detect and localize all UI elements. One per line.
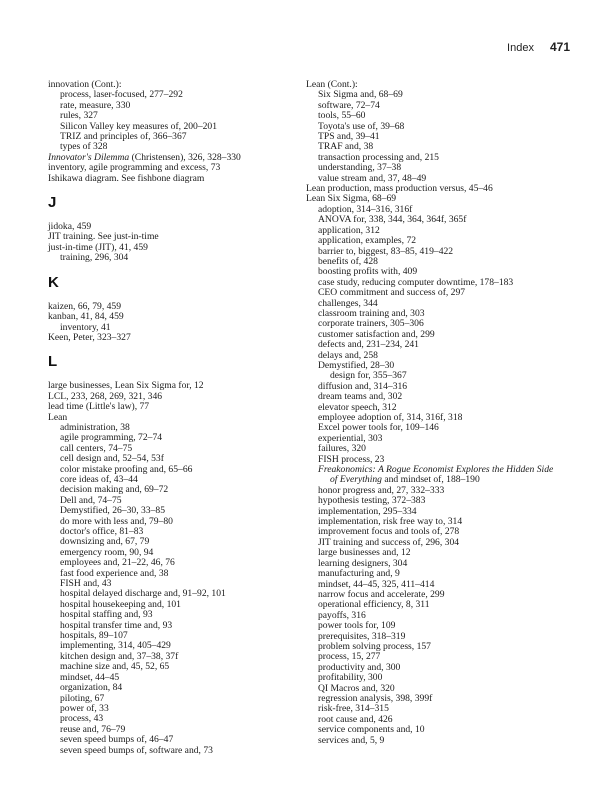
index-subentry: problem solving process, 157 bbox=[318, 640, 431, 652]
index-subentry: CEO commitment and success of, 297 bbox=[318, 287, 466, 299]
section-heading-j: J bbox=[48, 194, 57, 212]
index-entry: inventory, agile programming and excess, 73 bbox=[48, 162, 221, 174]
index-subentry: decision making and, 69–72 bbox=[60, 484, 169, 496]
book-title: Freakonomics: A Rogue Economist Explores the Hidden Side bbox=[318, 464, 554, 476]
index-subentry: prerequisites, 318–319 bbox=[318, 630, 406, 642]
index-subentry: hospital delayed discharge and, 91–92, 101 bbox=[60, 588, 226, 600]
index-subentry-wrap: design for, 355–367 bbox=[330, 370, 407, 382]
index-subentry: Demystified, 28–30 bbox=[318, 359, 395, 371]
index-subentry: implementation, risk free way to, 314 bbox=[318, 516, 463, 528]
index-subentry: delays and, 258 bbox=[318, 349, 378, 361]
index-subentry: color mistake proofing and, 65–66 bbox=[60, 463, 193, 475]
index-subentry: agile programming, 72–74 bbox=[60, 432, 163, 444]
index-subentry: Six Sigma and, 68–69 bbox=[318, 89, 403, 101]
index-entry: just-in-time (JIT), 41, 459 bbox=[48, 241, 148, 253]
index-subentry: application, examples, 72 bbox=[318, 235, 417, 247]
index-subentry: boosting profits with, 409 bbox=[318, 266, 418, 278]
index-subentry: customer satisfaction and, 299 bbox=[318, 328, 435, 340]
index-subentry: cell design and, 52–54, 53f bbox=[60, 453, 164, 465]
index-entry: large businesses, Lean Six Sigma for, 12 bbox=[48, 380, 204, 392]
index-subentry: hypothesis testing, 372–383 bbox=[318, 495, 426, 507]
index-subentry: power of, 33 bbox=[60, 702, 109, 714]
index-subentry: Toyota's use of, 39–68 bbox=[318, 120, 405, 132]
index-subentry: hospital staffing and, 93 bbox=[60, 609, 153, 621]
index-entry: Lean bbox=[48, 411, 68, 423]
index-subentry: FISH process, 23 bbox=[318, 453, 385, 465]
index-subentry: application, 312 bbox=[318, 224, 380, 236]
index-entry: jidoka, 459 bbox=[48, 221, 92, 233]
index-subentry: TPS and, 39–41 bbox=[318, 131, 380, 143]
index-subentry: adoption, 314–316, 316f bbox=[318, 203, 413, 215]
index-subentry: seven speed bumps of, software and, 73 bbox=[60, 744, 213, 756]
index-subentry: risk-free, 314–315 bbox=[318, 703, 389, 715]
index-entry: Ishikawa diagram. See fishbone diagram bbox=[48, 172, 205, 184]
index-subentry: narrow focus and accelerate, 299 bbox=[318, 588, 445, 600]
index-subentry: implementing, 314, 405–429 bbox=[60, 640, 171, 652]
index-column-left bbox=[48, 80, 310, 756]
index-subentry: core ideas of, 43–44 bbox=[60, 473, 138, 485]
index-subentry: mindset, 44–45, 325, 411–414 bbox=[318, 578, 435, 590]
index-subentry: seven speed bumps of, 46–47 bbox=[60, 734, 174, 746]
index-entry: kanban, 41, 84, 459 bbox=[48, 311, 124, 323]
page-number: 471 bbox=[549, 40, 570, 54]
index-subentry: do more with less and, 79–80 bbox=[60, 515, 173, 527]
index-subentry: software, 72–74 bbox=[318, 99, 380, 111]
index-subentry: process, 43 bbox=[60, 713, 104, 725]
index-entry: kaizen, 66, 79, 459 bbox=[48, 300, 122, 312]
index-subentry: Excel power tools for, 109–146 bbox=[318, 422, 439, 434]
index-subentry: rate, measure, 330 bbox=[60, 99, 131, 111]
index-subentry: hospitals, 89–107 bbox=[60, 630, 128, 642]
index-subentry: value stream and, 37, 48–49 bbox=[318, 172, 427, 184]
index-entry: innovation (Cont.): bbox=[48, 79, 122, 90]
index-subentry: productivity and, 300 bbox=[318, 661, 401, 673]
index-subentry: classroom training and, 303 bbox=[318, 307, 425, 319]
index-subentry: Silicon Valley key measures of, 200–201 bbox=[60, 120, 218, 132]
index-subentry: elevator speech, 312 bbox=[318, 401, 397, 413]
book-title: of Everything bbox=[330, 474, 382, 486]
index-subentry: administration, 38 bbox=[60, 421, 130, 433]
index-subentry: kitchen design and, 37–38, 37f bbox=[60, 650, 179, 662]
index-subentry: implementation, 295–334 bbox=[318, 505, 417, 517]
index-subentry: organization, 84 bbox=[60, 682, 123, 694]
index-subentry: services and, 5, 9 bbox=[318, 734, 385, 746]
index-subentry: Dell and, 74–75 bbox=[60, 494, 122, 506]
index-subentry: improvement focus and tools of, 278 bbox=[318, 526, 460, 538]
index-subentry: corporate trainers, 305–306 bbox=[318, 318, 424, 330]
index-column-right bbox=[306, 80, 568, 746]
index-entry: Lean Six Sigma, 68–69 bbox=[306, 193, 397, 205]
book-title: Innovator's Dilemma bbox=[48, 151, 130, 163]
index-subentry: profitability, 300 bbox=[318, 672, 383, 684]
index-entry-lean-cont: Lean (Cont.): bbox=[306, 79, 358, 90]
index-subentry: large businesses and, 12 bbox=[318, 547, 411, 559]
index-subentry: piloting, 67 bbox=[60, 692, 105, 704]
index-subentry: doctor's office, 81–83 bbox=[60, 526, 144, 537]
header-title: Index bbox=[507, 42, 534, 54]
index-entry: Lean production, mass production versus, 45–46 bbox=[306, 183, 493, 195]
index-subentry: failures, 320 bbox=[318, 443, 366, 455]
index-subentry: payoffs, 316 bbox=[318, 609, 366, 621]
index-subentry: transaction processing and, 215 bbox=[318, 151, 439, 163]
index-subentry: TRIZ and principles of, 366–367 bbox=[60, 131, 187, 143]
index-subentry: service components and, 10 bbox=[318, 724, 425, 736]
running-header bbox=[507, 40, 570, 54]
index-subentry: manufacturing and, 9 bbox=[318, 568, 400, 580]
index-entry: LCL, 233, 268, 269, 321, 346 bbox=[48, 390, 163, 402]
section-heading-k: K bbox=[48, 273, 59, 291]
index-subentry: process, 15, 277 bbox=[318, 651, 381, 663]
index-subentry: diffusion and, 314–316 bbox=[318, 380, 408, 392]
index-subentry: FISH and, 43 bbox=[60, 578, 112, 590]
index-subentry: training, 296, 304 bbox=[60, 252, 129, 264]
index-subentry: reuse and, 76–79 bbox=[60, 723, 126, 735]
index-subentry: machine size and, 45, 52, 65 bbox=[60, 661, 170, 673]
index-subentry: TRAF and, 38 bbox=[318, 141, 374, 153]
index-subentry: honor progress and, 27, 332–333 bbox=[318, 484, 445, 496]
index-subentry: defects and, 231–234, 241 bbox=[318, 339, 419, 351]
index-entry: JIT training. See just-in-time bbox=[48, 231, 159, 243]
index-subentry: challenges, 344 bbox=[318, 297, 378, 309]
index-subentry: regression analysis, 398, 399f bbox=[318, 692, 433, 704]
entry-pages: and mindset of, 188–190 bbox=[381, 474, 480, 486]
index-subentry: employee adoption of, 314, 316f, 318 bbox=[318, 412, 463, 423]
index-subentry: downsizing and, 67, 79 bbox=[60, 536, 150, 548]
index-subentry: employees and, 21–22, 46, 76 bbox=[60, 557, 175, 569]
index-subentry: understanding, 37–38 bbox=[318, 162, 402, 174]
index-subentry: learning designers, 304 bbox=[318, 557, 408, 569]
index-subentry: benefits of, 428 bbox=[318, 255, 378, 267]
index-entry: lead time (Little's law), 77 bbox=[48, 401, 150, 413]
index-subentry: rules, 327 bbox=[60, 110, 98, 122]
index-subentry: QI Macros and, 320 bbox=[318, 682, 395, 694]
index-subentry: ANOVA for, 338, 344, 364, 364f, 365f bbox=[318, 214, 467, 226]
index-subentry: hospital housekeeping and, 101 bbox=[60, 598, 181, 610]
index-subentry: call centers, 74–75 bbox=[60, 442, 133, 454]
index-subentry: types of 328 bbox=[60, 141, 108, 153]
index-entry: Keen, Peter, 323–327 bbox=[48, 331, 131, 343]
index-subentry: emergency room, 90, 94 bbox=[60, 546, 154, 558]
index-subentry: operational efficiency, 8, 311 bbox=[318, 599, 430, 611]
index-subentry: Demystified, 26–30, 33–85 bbox=[60, 505, 165, 517]
index-subentry: fast food experience and, 38 bbox=[60, 567, 169, 579]
index-subentry: dream teams and, 302 bbox=[318, 391, 403, 403]
index-subentry: experiential, 303 bbox=[318, 432, 383, 444]
section-heading-l: L bbox=[48, 353, 58, 371]
index-subentry: process, laser-focused, 277–292 bbox=[60, 89, 183, 101]
index-subentry: hospital transfer time and, 93 bbox=[60, 619, 173, 631]
index-subentry: barrier to, biggest, 83–85, 419–422 bbox=[318, 245, 454, 257]
index-subentry: JIT training and success of, 296, 304 bbox=[318, 536, 460, 548]
index-subentry: mindset, 44–45 bbox=[60, 671, 120, 683]
index-subentry: tools, 55–60 bbox=[318, 110, 366, 122]
index-subentry: power tools for, 109 bbox=[318, 620, 396, 632]
entry-pages: (Christensen), 326, 328–330 bbox=[129, 151, 241, 163]
index-subentry: inventory, 41 bbox=[60, 321, 111, 333]
index-subentry: root cause and, 426 bbox=[318, 713, 393, 725]
index-subentry: case study, reducing computer downtime, 178–183 bbox=[318, 276, 514, 288]
